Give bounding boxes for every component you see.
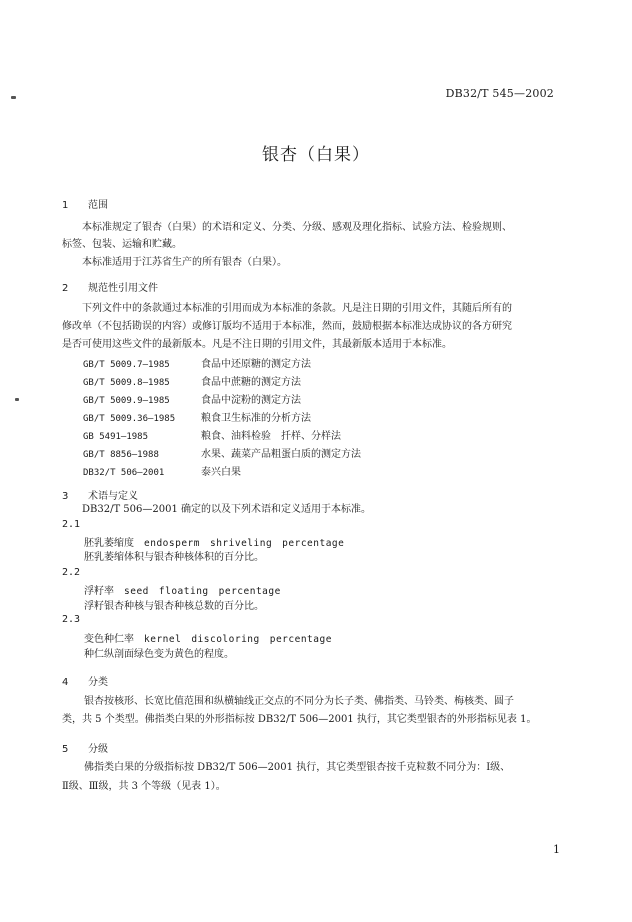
reference-name: 食品中还原糖的测定方法 <box>201 359 311 370</box>
reference-item <box>83 409 311 424</box>
paragraph-line: DB32/T 506—2001 确定的以及下列术语和定义适用于本标准。 <box>82 504 372 515</box>
paragraph-line: 修改单（不包括勘误的内容）或修订版均不适用于本标准，然而，鼓励根据本标准达成协议的各方研究 <box>62 321 512 332</box>
term-entry <box>84 534 344 549</box>
reference-item <box>83 427 341 442</box>
document-title: 银杏（白果） <box>262 145 370 165</box>
paragraph-line: 本标准适用于江苏省生产的所有银杏（白果）。 <box>82 257 287 268</box>
paragraph-line: 佛指类白果的分级指标按 DB32/T 506—2001 执行，其它类型银杏按千克粒数不同分为：Ⅰ级、 <box>84 762 511 773</box>
section-title: 分级 <box>88 744 108 755</box>
paragraph-line: 银杏按核形、长宽比值范围和纵横轴线正交点的不同分为长子类、佛指类、马铃类、梅核类、圆子 <box>84 696 514 707</box>
section-title: 术语与定义 <box>88 491 138 502</box>
reference-item <box>83 445 361 460</box>
paragraph-line: 是否可使用这些文件的最新版本。凡是不注日期的引用文件，其最新版本适用于本标准。 <box>62 339 452 350</box>
reference-code: GB/T 8856—1988 <box>83 450 159 460</box>
section-number: 4 <box>62 677 69 688</box>
reference-item <box>83 463 241 478</box>
reference-code: GB/T 5009.36—1985 <box>83 414 176 424</box>
term-number: 2.3 <box>62 614 81 625</box>
section-number: 5 <box>62 744 69 755</box>
reference-name: 食品中蔗糖的测定方法 <box>201 377 301 388</box>
section-1-heading <box>62 196 108 211</box>
reference-code: GB/T 5009.7—1985 <box>83 360 170 370</box>
section-2-heading <box>62 279 158 294</box>
term-entry <box>84 582 281 597</box>
term-en: seed floating percentage <box>124 586 281 597</box>
term-definition: 浮籽银杏种核与银杏种核总数的百分比。 <box>84 601 264 612</box>
term-number: 2.2 <box>62 567 81 578</box>
paragraph-line: 下列文件中的条款通过本标准的引用而成为本标准的条款。凡是注日期的引用文件，其随后所有的 <box>82 303 512 314</box>
reference-name: 泰兴白果 <box>201 467 241 478</box>
term-zh: 胚乳萎缩度 <box>84 538 134 549</box>
reference-name: 粮食卫生标准的分析方法 <box>201 413 311 424</box>
term-en: kernel discoloring percentage <box>144 634 332 645</box>
page-number: 1 <box>553 843 560 856</box>
term-zh: 浮籽率 <box>84 586 114 597</box>
reference-code: GB/T 5009.8—1985 <box>83 378 170 388</box>
standard-number-header: DB32/T 545—2002 <box>445 87 554 100</box>
reference-item <box>83 355 311 370</box>
paragraph-line: Ⅱ级、Ⅲ级，共 3 个等级（见表 1）。 <box>62 781 226 792</box>
term-definition: 种仁纵剖面绿色变为黄色的程度。 <box>84 649 234 660</box>
section-number: 2 <box>62 283 69 294</box>
paragraph-line: 本标准规定了银杏（白果）的术语和定义、分类、分级、感观及理化指标、试验方法、检验规则、 <box>82 222 512 233</box>
section-title: 范围 <box>88 200 108 211</box>
section-number: 1 <box>62 200 69 211</box>
term-en: endosperm shriveling percentage <box>144 538 345 549</box>
section-title: 规范性引用文件 <box>88 283 158 294</box>
section-4-heading <box>62 673 108 688</box>
section-3-heading <box>62 487 138 502</box>
scan-mark <box>15 398 19 401</box>
term-entry <box>84 630 332 645</box>
section-5-heading <box>62 740 108 755</box>
section-title: 分类 <box>88 677 108 688</box>
reference-code: GB/T 5009.9—1985 <box>83 396 170 406</box>
term-definition: 胚乳萎缩体积与银杏种核体积的百分比。 <box>84 552 264 563</box>
term-zh: 变色种仁率 <box>84 634 134 645</box>
reference-name: 粮食、油料检验 扦样、分样法 <box>201 431 341 442</box>
reference-item <box>83 373 301 388</box>
scan-mark <box>11 96 16 99</box>
section-number: 3 <box>62 491 69 502</box>
reference-name: 食品中淀粉的测定方法 <box>201 395 301 406</box>
reference-code: GB 5491—1985 <box>83 432 149 442</box>
term-number: 2.1 <box>62 519 81 530</box>
reference-item <box>83 391 301 406</box>
paragraph-line: 类，共 5 个类型。佛指类白果的外形指标按 DB32/T 506—2001 执行，其它类型银杏的外形指标见表 1。 <box>62 714 537 725</box>
paragraph-line: 标签、包装、运输和贮藏。 <box>62 239 182 250</box>
reference-name: 水果、蔬菜产品粗蛋白质的测定方法 <box>201 449 361 460</box>
reference-code: DB32/T 506—2001 <box>83 468 165 478</box>
